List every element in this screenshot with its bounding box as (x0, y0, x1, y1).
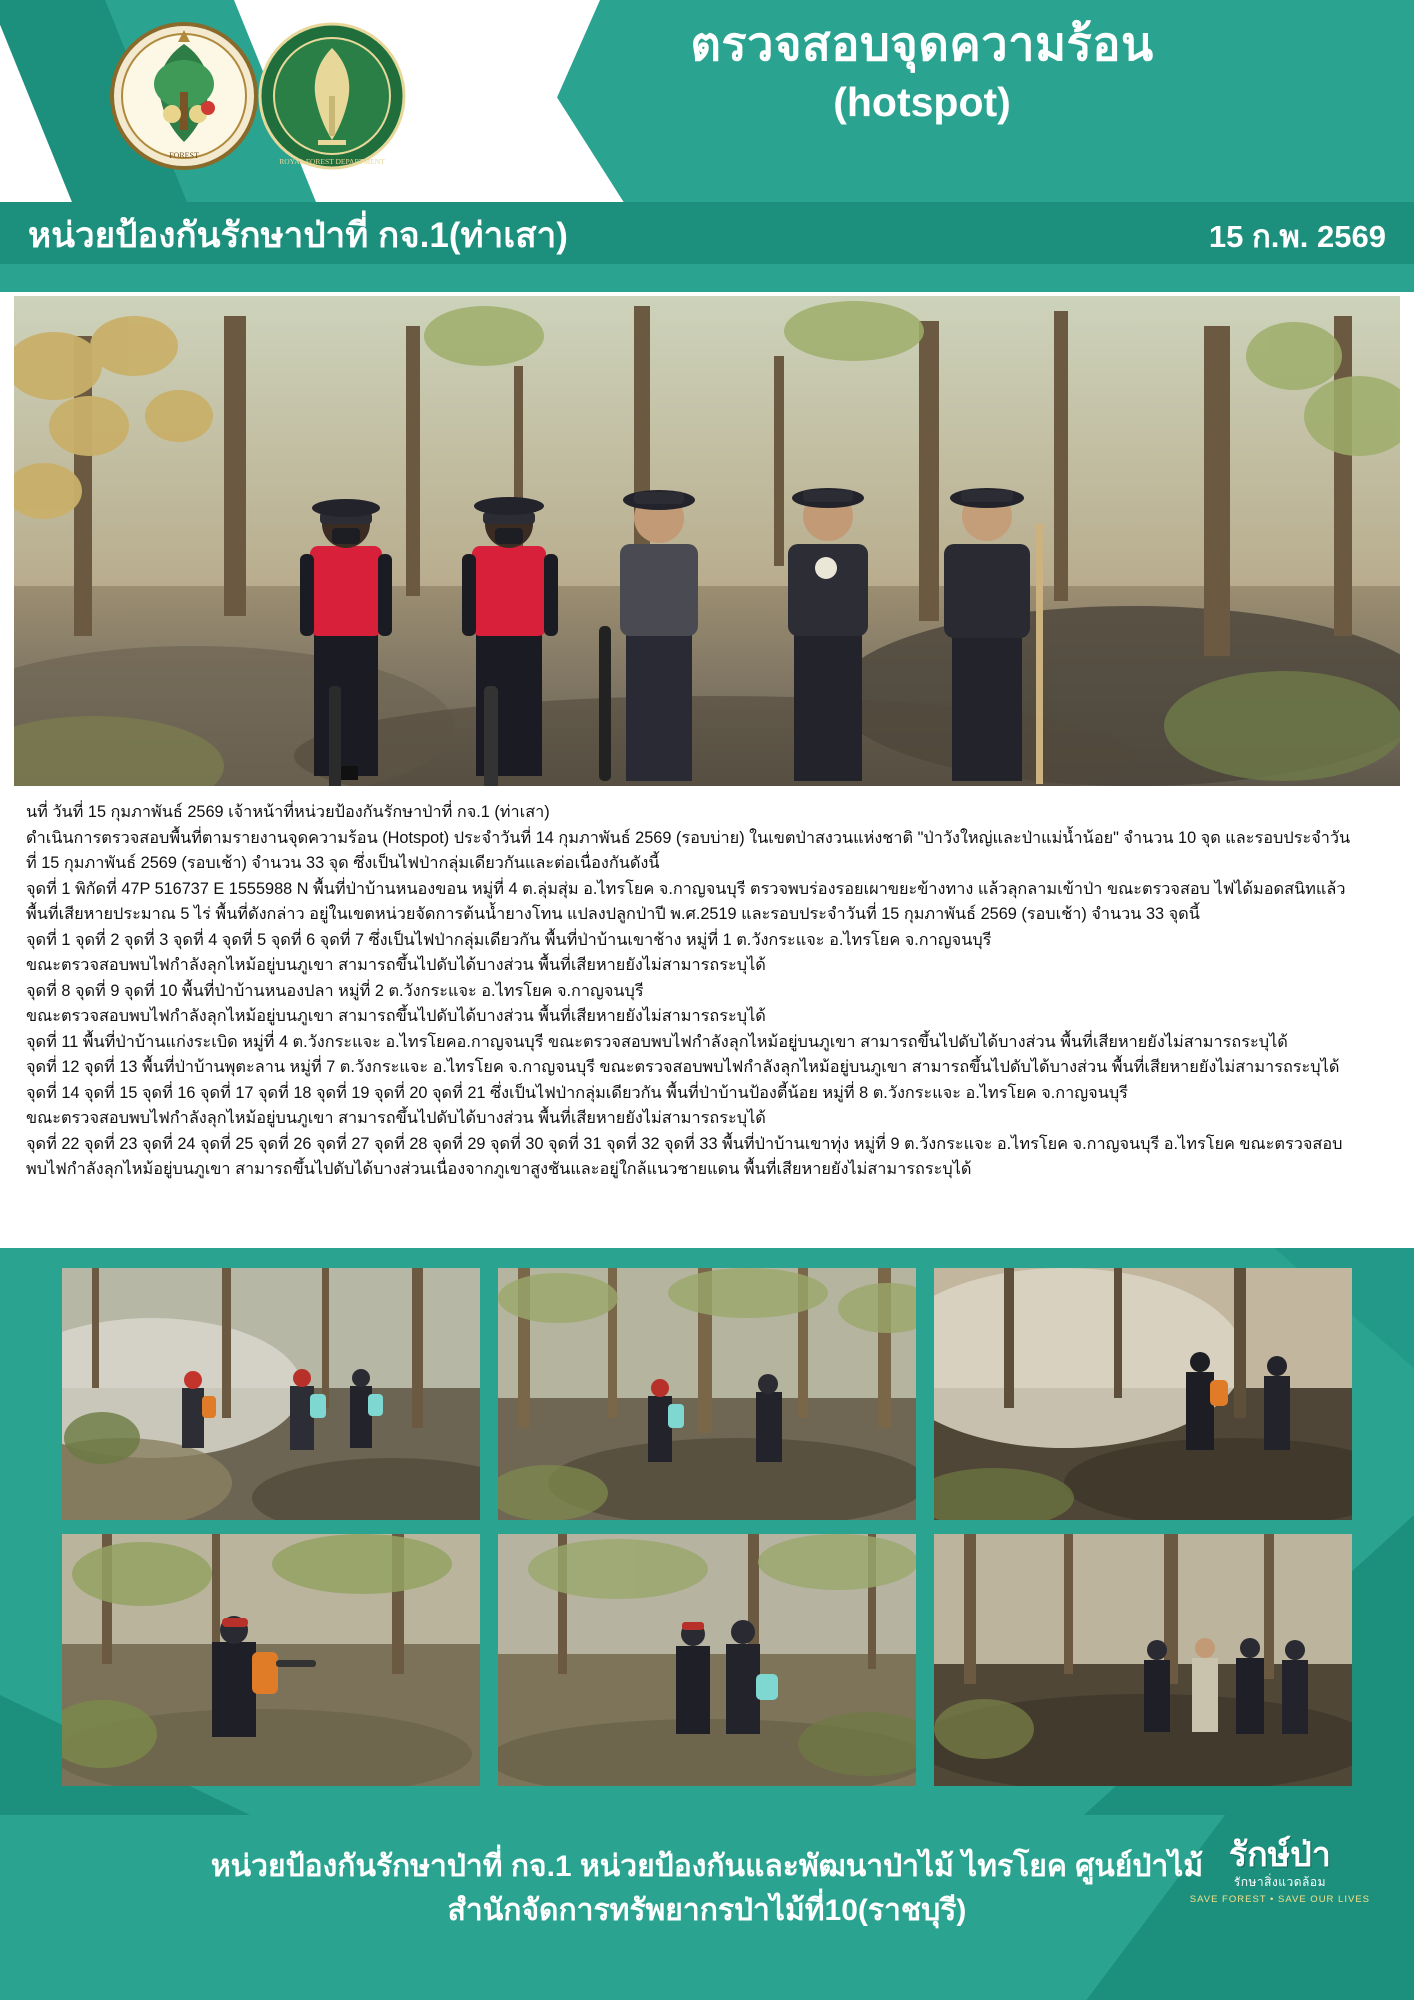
header-sub-band (0, 202, 1414, 264)
footer-line-1: หน่วยป้องกันรักษาป่าที่ กจ.1 หน่วยป้องกันและพัฒนาป่าไม้ ไทรโยค ศูนย์ป่าไม้ (210, 1850, 1204, 1883)
page-title-line1: ตรวจสอบจุดความร้อน (690, 17, 1154, 70)
header-bottom-strip (0, 264, 1414, 292)
photo-firefighting-4 (62, 1534, 480, 1786)
report-body (26, 800, 1394, 1183)
photo-firefighting-2 (498, 1268, 916, 1520)
report-line: จุดที่ 22 จุดที่ 23 จุดที่ 24 จุดที่ 25 จุดที่ 26 จุดที่ 27 จุดที่ 28 จุดที่ 29 จุดที่ 30 จุดที่ 31 จุดที่ 32 จุดที่ 33 พื้นที่ป่าบ้านเขาทุ่ง หมู่ที่ 9 ต.วังกระแจะ อ.ไทรโยค จ.กาญจนบุรี อ.ไทรโยค ขณะตรวจสอบ (26, 1134, 1343, 1153)
photo-firefighting-1 (62, 1268, 480, 1520)
photo-firefighting-6 (934, 1534, 1352, 1786)
svg-text:ROYAL FOREST DEPARTMENT: ROYAL FOREST DEPARTMENT (279, 157, 385, 166)
hero-photo-illustration (14, 296, 1400, 786)
report-line: ขณะตรวจสอบพบไฟกำลังลุกไหม้อยู่บนภูเขา สามารถขึ้นไปดับได้บางส่วน พื้นที่เสียหายยังไม่สามารถระบุได้ (26, 1007, 766, 1025)
gallery-grid (62, 1268, 1352, 1786)
logo-sub-text: รักษาสิ่งแวดล้อม (1233, 1875, 1327, 1889)
seal-forest-emblem (110, 22, 258, 170)
report-line: จุดที่ 1 จุดที่ 2 จุดที่ 3 จุดที่ 4 จุดที่ 5 จุดที่ 6 จุดที่ 7 ซึ่งเป็นไฟป่ากลุ่มเดียวกัน พื้นที่ป่าบ้านเขาช้าง หมู่ที่ 1 ต.วังกระแจะ อ.ไทรโยค จ.กาญจนบุรี (26, 930, 992, 949)
footer-line-2: สำนักจัดการทรัพยากรป่าไม้ที่10(ราชบุรี) (447, 1894, 967, 1927)
unit-name: หน่วยป้องกันรักษาป่าที่ กจ.1(ท่าเสา) (28, 216, 568, 255)
report-line: จุดที่ 14 จุดที่ 15 จุดที่ 16 จุดที่ 17 จุดที่ 18 จุดที่ 19 จุดที่ 20 จุดที่ 21 ซึ่งเป็นไฟป่ากลุ่มเดียวกัน พื้นที่ป่าบ้านป้องตี้น้อย หมู่ที่ 8 ต.วังกระแจะ อ.ไทรโยค จ.กาญจนบุรี (26, 1083, 1128, 1102)
report-line: นที่ วันที่ 15 กุมภาพันธ์ 2569 เจ้าหน้าที่หน่วยป้องกันรักษาป่าที่ กจ.1 (ท่าเสา) (26, 803, 550, 821)
logo-save-forest (1190, 1837, 1370, 1905)
page-header (0, 0, 1414, 292)
report-line: ขณะตรวจสอบพบไฟกำลังลุกไหม้อยู่บนภูเขา สามารถขึ้นไปดับได้บางส่วน พื้นที่เสียหายยังไม่สามารถระบุได้ (26, 956, 766, 974)
report-line: ดำเนินการตรวจสอบพื้นที่ตามรายงานจุดความร้อน (Hotspot) ประจำวันที่ 14 กุมภาพันธ์ 2569 (รอบบ่าย) ในเขตป่าสงวนแห่งชาติ "ป่าวังใหญ่และป่าแม่น้ำน้อย" จำนวน 10 จุด และรอบประจำวัน (26, 828, 1351, 847)
report-line: พื้นที่เสียหายประมาณ 5 ไร่ พื้นที่ดังกล่าว อยู่ในเขตหน่วยจัดการต้นน้ำยางโทน แปลงปลูกป่าปี พ.ศ.2519 และรอบประจำวันที่ 15 กุมภาพันธ์ 2569 (รอบเช้า) จำนวน 33 จุดนี้ (26, 905, 1200, 923)
seal-royal-forest-department (258, 22, 406, 170)
logo-tagline: SAVE FOREST • SAVE OUR LIVES (1189, 1894, 1370, 1905)
logo-main-text: รักษ์ป่า (1228, 1836, 1331, 1874)
report-line: ขณะตรวจสอบพบไฟกำลังลุกไหม้อยู่บนภูเขา สามารถขึ้นไปดับได้บางส่วน พื้นที่เสียหายยังไม่สามารถระบุได้ (26, 1109, 766, 1127)
hero-photo (14, 296, 1400, 786)
page-title-line2: (hotspot) (833, 79, 1011, 125)
report-date: 15 ก.พ. 2569 (1208, 219, 1386, 254)
report-line: จุดที่ 12 จุดที่ 13 พื้นที่ป่าบ้านพุตะลาน หมู่ที่ 7 ต.วังกระแจะ อ.ไทรโยค จ.กาญจนบุรี ขณะตรวจสอบพบไฟกำลังลุกไหม้อยู่บนภูเขา สามารถขึ้นไปดับได้บางส่วน พื้นที่เสียหายยังไม่สามารถระบุได้ (26, 1058, 1340, 1076)
svg-text:FOREST: FOREST (169, 151, 199, 160)
photo-gallery (0, 1248, 1414, 1815)
report-line: ที่ 15 กุมภาพันธ์ 2569 (รอบเช้า) จำนวน 33 จุด ซึ่งเป็นไฟป่ากลุ่มเดียวกันและต่อเนื่องกันดังนี้ (26, 854, 660, 872)
photo-firefighting-5 (498, 1534, 916, 1786)
report-line: จุดที่ 1 พิกัดที่ 47P 516737 E 1555988 N พื้นที่ป่าบ้านหนองขอน หมู่ที่ 4 ต.ลุ่มสุ่ม อ.ไทรโยค จ.กาญจนบุรี ตรวจพบร่องรอยเผาขยะข้างทาง แล้วลุกลามเข้าป่า ขณะตรวจสอบ ไฟได้มอดสนิทแล้ว (26, 879, 1346, 898)
report-line: จุดที่ 11 พื้นที่ป่าบ้านแก่งระเบิด หมู่ที่ 4 ต.วังกระแจะ อ.ไทรโยคอ.กาญจนบุรี ขณะตรวจสอบพบไฟกำลังลุกไหม้อยู่บนภูเขา สามารถขึ้นไปดับได้บางส่วน พื้นที่เสียหายยังไม่สามารถระบุได้ (26, 1032, 1288, 1051)
report-line: จุดที่ 8 จุดที่ 9 จุดที่ 10 พื้นที่ป่าบ้านหนองปลา หมู่ที่ 2 ต.วังกระแจะ อ.ไทรโยค จ.กาญจนบุรี (26, 981, 644, 1000)
photo-firefighting-3 (934, 1268, 1352, 1520)
page-title (430, 14, 1414, 130)
report-line: พบไฟกำลังลุกไหม้อยู่บนภูเขา สามารถขึ้นไปดับได้บางส่วนเนื่องจากภูเขาสูงชันและอยู่ใกล้แนวชายแดน พื้นที่เสียหายยังไม่สามารถระบุได้ (26, 1160, 972, 1178)
page-footer (0, 1815, 1414, 2000)
